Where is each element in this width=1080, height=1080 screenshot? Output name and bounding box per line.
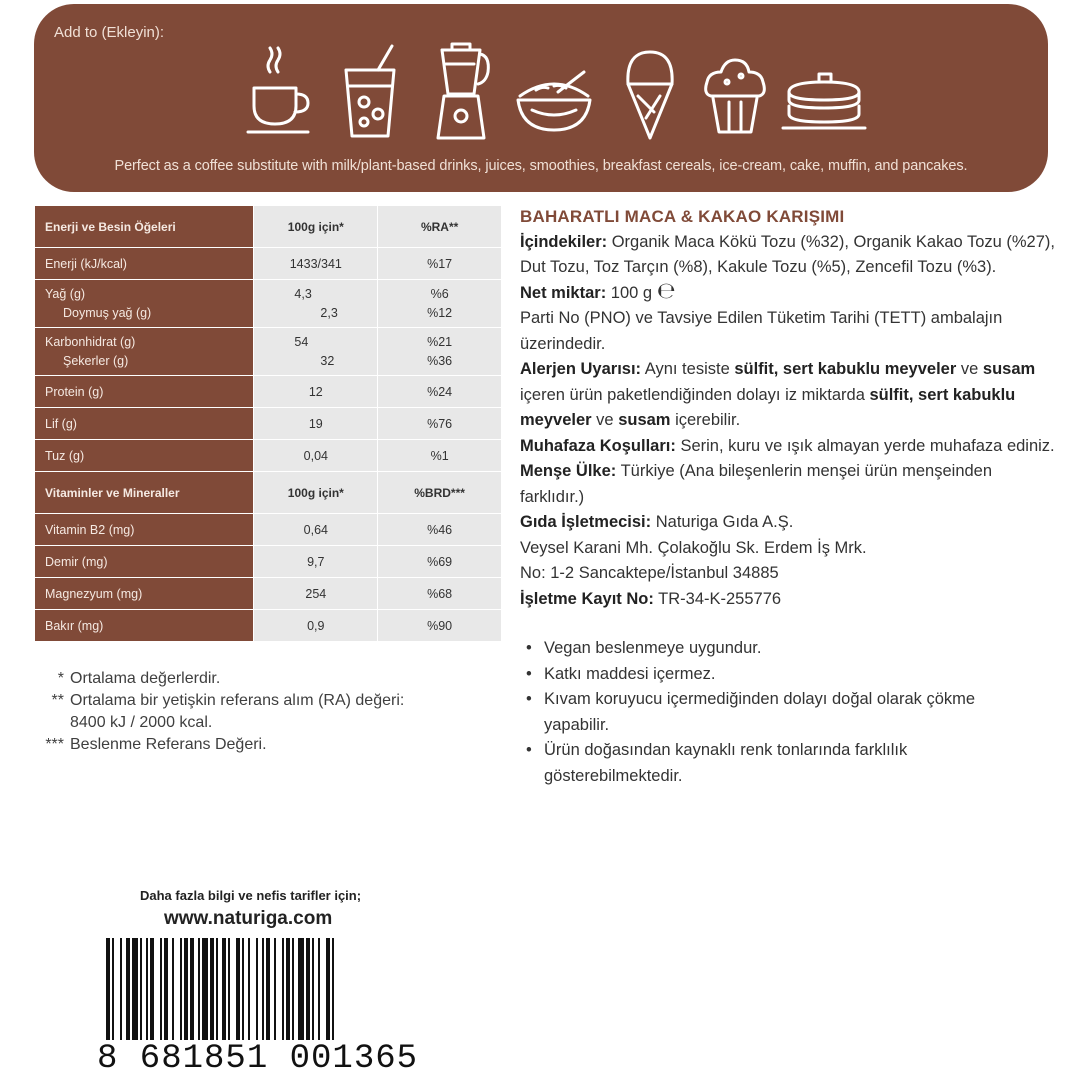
storage — [520, 434, 1060, 460]
iced-drink-icon — [334, 40, 406, 146]
table-row — [35, 328, 502, 376]
nutrient-label: Demir (mg) — [35, 546, 254, 578]
nutrient-ra: %76 — [378, 408, 502, 440]
nutrient-ra: %68 — [378, 578, 502, 610]
nutrient-label: Lif (g) — [35, 408, 254, 440]
ingredients-label: İçindekiler: — [520, 232, 608, 251]
usage-banner — [34, 4, 1048, 192]
muffin-icon — [699, 40, 771, 146]
estimated-sign-icon: ℮ — [656, 278, 676, 304]
blender-icon — [424, 40, 496, 146]
nutrient-value: 0,04 — [254, 440, 378, 472]
allergen-text: Aynı tesiste — [644, 360, 730, 378]
cereal-bowl-icon — [514, 40, 594, 146]
banner-caption: Perfect as a coffee substitute with milk/plant-based drinks, juices, smoothies, breakfast cereals, ice-cream, cake, muffin, and pancakes. — [114, 158, 968, 174]
allergen-text: ve — [596, 411, 614, 429]
nutrition-table — [34, 205, 502, 642]
banner-title: Add to (Ekleyin): — [54, 24, 165, 41]
nutrient-value: 9,7 — [254, 546, 378, 578]
lot-text: Parti No (PNO) ve Tavsiye Edilen Tüketim Tarihi (TETT) ambalajın üzerindedir. — [520, 309, 1003, 353]
nutrient-label: Enerji (kJ/kcal) — [35, 248, 254, 280]
list-item: • Kıvam koruyucu içermediğinden dolayı doğal olarak çökme yapabilir. — [520, 687, 1020, 738]
nutrient-value: 254 — [254, 578, 378, 610]
table-row — [35, 546, 502, 578]
feature-list — [520, 636, 1060, 789]
storage-text: Serin, kuru ve ışık almayan yerde muhafaza ediniz. — [680, 436, 1055, 455]
nutrient-sub-value: 32 — [320, 353, 335, 368]
footnote-text: Beslenme Referans Değeri. — [70, 736, 267, 753]
nutrient-ra: %69 — [378, 546, 502, 578]
registration-label: İşletme Kayıt No: — [520, 589, 654, 608]
footnote-mark: * — [57, 670, 64, 687]
header-ra: %RA** — [378, 206, 502, 248]
product-info — [520, 204, 1060, 789]
coffee-cup-icon — [244, 40, 316, 146]
nutrient-ra: %90 — [378, 610, 502, 642]
allergen-label: Alerjen Uyarısı: — [520, 360, 642, 378]
nutrition-header-row — [35, 206, 502, 248]
allergen-text: ve — [960, 360, 979, 378]
vitamins-header-row — [35, 472, 502, 514]
header-per100g: 100g için* — [254, 206, 378, 248]
product-title: BAHARATLI MACA & KAKAO KARIŞIMI — [520, 207, 845, 226]
table-row — [35, 376, 502, 408]
nutrient-value: 12 — [254, 376, 378, 408]
table-row — [35, 408, 502, 440]
operator — [520, 510, 1060, 536]
nutrient-label: Bakır (mg) — [35, 610, 254, 642]
net-value: 100 g — [610, 283, 653, 302]
nutrient-value: 1433/341 — [254, 248, 378, 280]
footnote-mark: ** — [51, 692, 64, 709]
nutrient-sub-label: Şekerler (g) — [63, 353, 129, 368]
table-row — [35, 514, 502, 546]
allergen-text: içerebilir. — [675, 411, 741, 429]
registration-text: TR-34-K-255776 — [658, 589, 782, 608]
nutrient-value: 4,3 — [294, 286, 312, 301]
nutrient-ra: %24 — [378, 376, 502, 408]
barcode-number: 8 681851 001365 — [97, 1040, 419, 1078]
header-per100g: 100g için* — [254, 472, 378, 514]
website-link[interactable]: www.naturiga.com — [164, 908, 333, 929]
ingredients-text: Organik Maca Kökü Tozu (%32), Organik Kakao Tozu (%27), Dut Tozu, Toz Tarçın (%8), Kakule Tozu (%5), Zencefil Tozu (%3). — [520, 232, 1055, 276]
allergen-bold: susam — [982, 360, 1036, 378]
footnote — [30, 690, 404, 712]
header-nutrient: Enerji ve Besin Öğeleri — [35, 206, 254, 248]
nutrient-label: Tuz (g) — [35, 440, 254, 472]
footnote-mark: *** — [45, 736, 64, 753]
origin-label: Menşe Ülke: — [520, 462, 617, 480]
nutrient-ra: %21 — [427, 334, 453, 349]
list-item: • Vegan beslenmeye uygundur. — [520, 636, 1060, 662]
nutrient-ra: %17 — [378, 248, 502, 280]
usage-icons — [214, 40, 814, 146]
nutrient-ra: %1 — [378, 440, 502, 472]
table-row — [35, 440, 502, 472]
nutrient-label: Karbonhidrat (g) — [45, 334, 136, 349]
table-row — [35, 280, 502, 328]
nutrient-value: 0,9 — [254, 610, 378, 642]
header-vitamins: Vitaminler ve Mineraller — [35, 472, 254, 514]
address-line-1: Veysel Karani Mh. Çolakoğlu Sk. Erdem İş Mrk. — [520, 538, 867, 557]
nutrient-value: 54 — [294, 334, 309, 349]
origin-text: Türkiye (Ana bileşenlerin menşei ürün menşeinden farklıdır.) — [520, 462, 993, 506]
nutrient-label: Vitamin B2 (mg) — [35, 514, 254, 546]
operator-text: Naturiga Gıda A.Ş. — [655, 513, 794, 531]
allergen-bold: sülfit, sert kabuklu meyveler — [520, 385, 1016, 429]
allergen-text: içeren ürün paketlendiğinden dolayı iz miktarda — [520, 385, 865, 404]
footnote — [30, 712, 404, 734]
table-row — [35, 578, 502, 610]
storage-label: Muhafaza Koşulları: — [520, 436, 676, 455]
net-quantity — [520, 278, 1060, 307]
nutrient-label: Protein (g) — [35, 376, 254, 408]
list-item: • Katkı maddesi içermez. — [520, 662, 1060, 688]
nutrient-value: 0,64 — [254, 514, 378, 546]
nutrient-label: Yağ (g) — [45, 286, 86, 301]
operator-label: Gıda İşletmecisi: — [520, 513, 652, 531]
nutrient-ra: %6 — [430, 286, 449, 301]
footnote — [30, 668, 404, 690]
ingredients — [520, 230, 1060, 281]
footnote-text: Ortalama değerlerdir. — [70, 670, 221, 687]
table-row — [35, 248, 502, 280]
allergen-bold: sülfit, sert kabuklu meyveler — [734, 360, 957, 378]
allergen-bold: susam — [618, 411, 671, 429]
table-row — [35, 610, 502, 642]
allergen-warning — [520, 357, 1060, 434]
footnotes — [30, 668, 404, 756]
registration — [520, 587, 1060, 613]
nutrient-sub-ra: %36 — [427, 353, 453, 368]
nutrient-value: 19 — [254, 408, 378, 440]
header-brd: %BRD*** — [378, 472, 502, 514]
list-item: • Ürün doğasından kaynaklı renk tonlarında farklılık gösterebilmektedir. — [520, 738, 1020, 789]
footnote-text: Ortalama bir yetişkin referans alım (RA) değeri: — [70, 692, 405, 709]
more-info-text: Daha fazla bilgi ve nefis tarifler için; — [140, 888, 362, 903]
pancakes-icon — [779, 40, 869, 146]
nutrient-sub-value: 2,3 — [320, 305, 338, 320]
nutrient-sub-ra: %12 — [427, 305, 453, 320]
net-label: Net miktar: — [520, 283, 607, 302]
footnote-text: 8400 kJ / 2000 kcal. — [70, 714, 213, 731]
barcode-digits — [96, 1040, 419, 1078]
origin — [520, 459, 1060, 510]
nutrient-sub-label: Doymuş yağ (g) — [63, 305, 152, 320]
footnote — [30, 734, 404, 756]
nutrient-label: Magnezyum (mg) — [35, 578, 254, 610]
address-line-2: No: 1-2 Sancaktepe/İstanbul 34885 — [520, 564, 779, 582]
ice-cream-icon — [614, 40, 686, 146]
nutrient-ra: %46 — [378, 514, 502, 546]
